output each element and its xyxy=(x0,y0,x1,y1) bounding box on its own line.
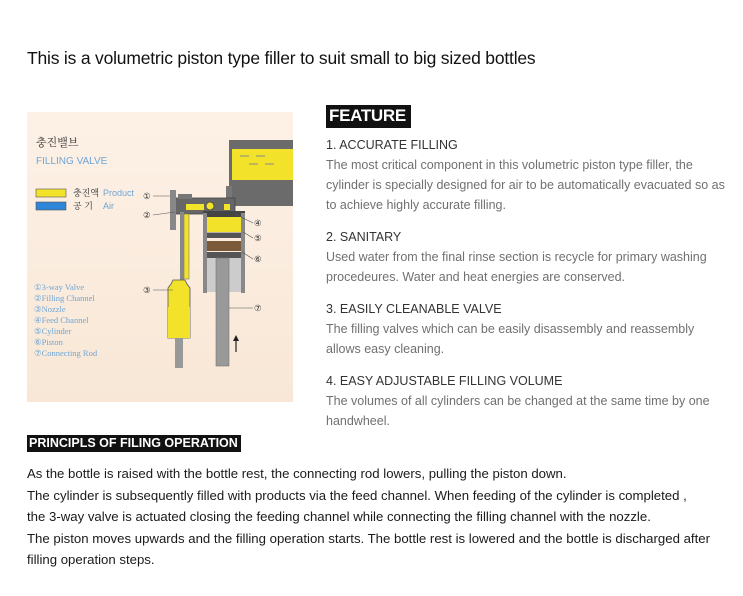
diagram-title-english: FILLING VALVE xyxy=(36,156,108,167)
callout-5: ⑤ xyxy=(254,233,262,243)
feature-description: The most critical component in this volumetric piston type filler, the cylinder is specially designed for air to be automatically evacuated so as to achieve highly accurate filling. xyxy=(326,158,725,212)
callout-1: ① xyxy=(143,191,151,201)
principles-badge: PRINCIPLS OF FILING OPERATION xyxy=(27,435,241,452)
legend-label-product-en: Product xyxy=(103,188,135,198)
feature-description: The filling valves which can be easily disassembly and reassembly allows easy cleaning. xyxy=(326,322,695,356)
callout-6: ⑥ xyxy=(254,254,262,264)
principles-line: The piston moves upwards and the filling operation starts. The bottle rest is lowered and the bottle is discharged after filling operation steps. xyxy=(27,530,710,567)
feature-title: 2. SANITARY xyxy=(326,230,402,244)
principles-line: As the bottle is raised with the bottle rest, the connecting rod lowers, pulling the piston down. xyxy=(27,466,567,481)
tank-product-level xyxy=(232,149,293,180)
callout-4: ④ xyxy=(254,218,262,228)
feature-item xyxy=(326,138,731,215)
piston-body xyxy=(206,241,242,251)
callout-7: ⑦ xyxy=(254,303,262,313)
part-cylinder: ⑤Cylinder xyxy=(34,326,72,336)
bottle-rest-rod xyxy=(175,338,183,368)
feature-title: 1. ACCURATE FILLING xyxy=(326,138,458,152)
feature-item xyxy=(326,374,731,431)
part-piston: ⑥Piston xyxy=(34,337,63,347)
principles-line: The cylinder is subsequently filled with products via the feed channel. When feeding of the cylinder is completed , xyxy=(27,487,687,503)
cylinder-wall-left xyxy=(203,213,207,293)
legend-swatch-product xyxy=(36,189,66,197)
legend-swatch-air xyxy=(36,202,66,210)
valve-actuator xyxy=(170,190,176,230)
legend-label-product-ko: 충진액 xyxy=(73,188,100,198)
feature-description: The volumes of all cylinders can be changed at the same time by one handwheel. xyxy=(326,394,710,428)
principles-body xyxy=(27,463,739,571)
part-feed-channel: ④Feed Channel xyxy=(34,315,89,325)
page-headline: This is a volumetric piston type filler to suit small to big sized bottles xyxy=(27,48,536,68)
part-3way-valve: ①3-way Valve xyxy=(34,282,85,292)
diagram-title-korean: 충진밸브 xyxy=(36,137,79,149)
feature-badge: FEATURE xyxy=(326,105,411,128)
feature-description: Used water from the final rinse section is recycle for primary washing procedeures. Water and heat energies are conserved. xyxy=(326,250,707,284)
part-connecting-rod: ⑦Connecting Rod xyxy=(34,348,98,358)
legend-label-air-en: Air xyxy=(103,201,114,211)
feature-list xyxy=(326,138,731,446)
filling-valve-diagram xyxy=(27,112,293,402)
legend-label-air-ko: 공 기 xyxy=(73,201,93,211)
part-nozzle: ③Nozzle xyxy=(34,304,66,314)
three-way-valve-core xyxy=(206,202,214,210)
cylinder-wall-right xyxy=(241,213,245,293)
callout-2: ② xyxy=(143,210,151,220)
feature-title: 3. EASILY CLEANABLE VALVE xyxy=(326,302,502,316)
feature-item xyxy=(326,302,731,359)
feature-item xyxy=(326,230,731,287)
principles-line: the 3-way valve is actuated closing the feeding channel while connecting the filling channel with the nozzle. xyxy=(27,509,651,524)
callout-3: ③ xyxy=(143,285,151,295)
piston-ring-1 xyxy=(206,233,242,238)
piston-ring-2 xyxy=(206,252,242,258)
part-filling-channel: ②Filling Channel xyxy=(34,293,95,303)
connecting-rod xyxy=(216,258,229,366)
filling-channel xyxy=(184,214,189,279)
feature-title: 4. EASY ADJUSTABLE FILLING VOLUME xyxy=(326,374,563,388)
